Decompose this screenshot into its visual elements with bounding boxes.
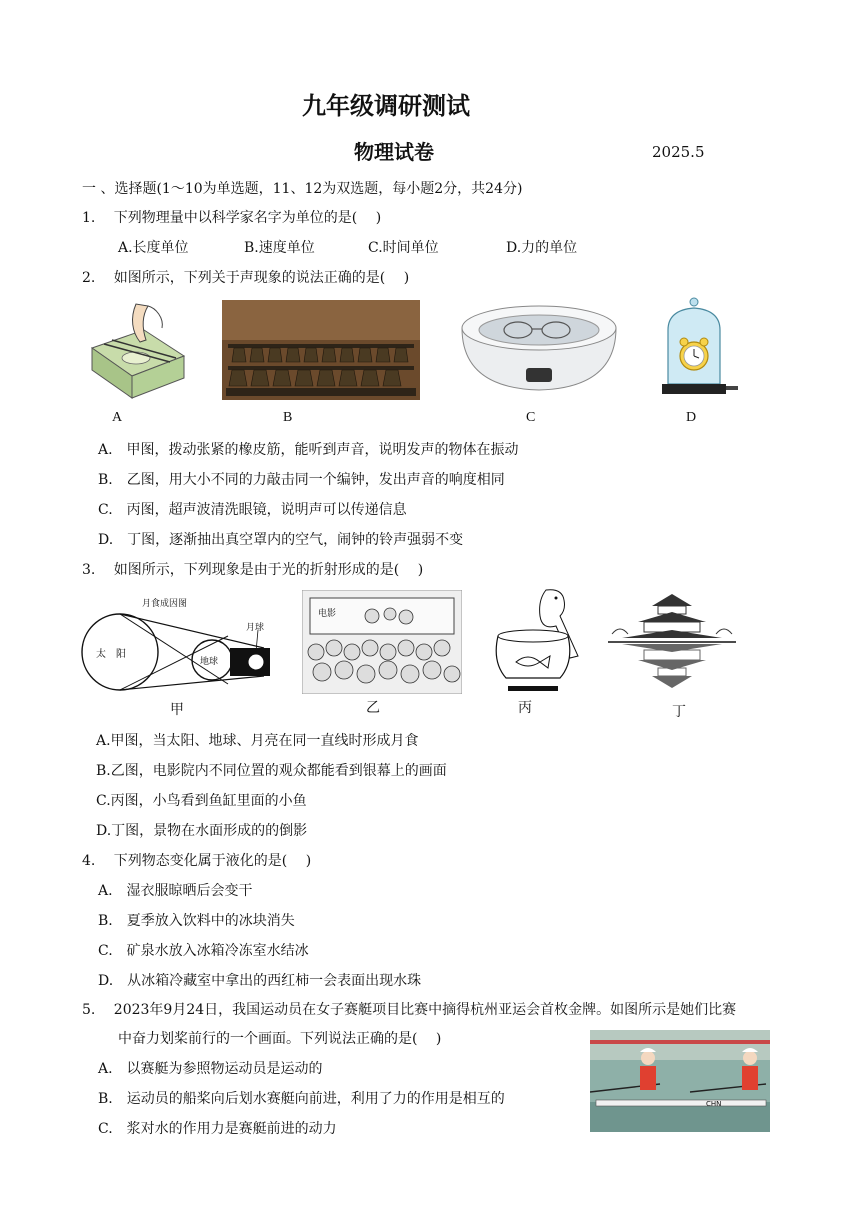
q2-figure-label-a: A <box>112 410 123 425</box>
question-5-stem-line1: 5. 2023年9月24日，我国运动员在女子赛艇项目比赛中摘得杭州亚运会首枚金牌。如图所示是她们比赛 <box>82 1002 737 1018</box>
q2-option-d: D. 丁图，逐渐抽出真空罩内的空气，闹钟的铃声强弱不变 <box>98 532 464 548</box>
q1-option-d: D.力的单位 <box>506 240 578 256</box>
eclipse-earth-label: 地球 <box>200 657 219 667</box>
q1-option-b: B.速度单位 <box>244 240 315 256</box>
q1-option-a: A.长度单位 <box>118 240 189 256</box>
q4-option-d: D. 从冰箱冷藏室中拿出的西红柿一会表面出现水珠 <box>98 973 422 989</box>
cinema-screen-text: 电影 <box>318 609 337 619</box>
q3-figure-label-yi: 乙 <box>366 701 380 716</box>
pavilion-reflection-figure <box>608 588 736 692</box>
eclipse-sun-label: 太 阳 <box>96 649 126 660</box>
q3-option-b: B.乙图，电影院内不同位置的观众都能看到银幕上的画面 <box>96 763 447 779</box>
boat-country-code: CHN <box>706 1100 722 1108</box>
q3-option-d: D.丁图，景物在水面形成的的倒影 <box>96 823 308 839</box>
question-4-stem: 4. 下列物态变化属于液化的是( ) <box>82 853 312 869</box>
page-title: 九年级调研测试 <box>302 92 470 120</box>
ultrasonic-cleaner-figure <box>456 298 622 394</box>
lunar-eclipse-diagram <box>80 594 276 694</box>
q1-option-c: C.时间单位 <box>368 240 439 256</box>
q2-option-a: A. 甲图，拨动张紧的橡皮筋，能听到声音，说明发声的物体在振动 <box>98 442 519 458</box>
question-5-stem-line2: 中奋力划桨前行的一个画面。下列说法正确的是( ) <box>118 1031 442 1047</box>
eclipse-moon-label: 月球 <box>246 623 265 633</box>
q4-option-c: C. 矿泉水放入冰箱冷冻室水结冰 <box>98 943 309 959</box>
q2-figure-label-b: B <box>283 410 293 425</box>
chime-bells-figure <box>222 300 420 400</box>
question-2-stem: 2. 如图所示，下列关于声现象的说法正确的是( ) <box>82 270 410 286</box>
q2-figure-label-d: D <box>686 410 697 425</box>
section-heading: 一 、选择题(1～10为单选题，11、12为双选题，每小题2分，共24分) <box>82 181 523 197</box>
rubber-band-box-figure <box>84 298 192 402</box>
q3-option-a: A.甲图，当太阳、地球、月亮在同一直线时形成月食 <box>96 733 419 749</box>
q5-option-c: C. 浆对水的作用力是赛艇前进的动力 <box>98 1121 337 1137</box>
q2-option-b: B. 乙图，用大小不同的力敲击同一个编钟，发出声音的响度相同 <box>98 472 505 488</box>
q5-option-b: B. 运动员的船桨向后划水赛艇向前进，利用了力的作用是相互的 <box>98 1091 505 1107</box>
q3-figure-label-bing: 丙 <box>518 701 532 716</box>
q3-figure-label-ding: 丁 <box>672 705 686 720</box>
eclipse-caption: 月食成因图 <box>142 599 188 609</box>
paper-subtitle: 物理试卷 <box>354 140 434 164</box>
q4-option-a: A. 湿衣服晾晒后会变干 <box>98 883 253 899</box>
q2-option-c: C. 丙图，超声波清洗眼镜，说明声可以传递信息 <box>98 502 407 518</box>
q3-figure-label-jia: 甲 <box>170 703 184 718</box>
q3-option-c: C.丙图，小鸟看到鱼缸里面的小鱼 <box>96 793 307 809</box>
rowing-photo-figure <box>590 1030 770 1132</box>
question-3-stem: 3. 如图所示，下列现象是由于光的折射形成的是( ) <box>82 562 424 578</box>
question-1-stem: 1. 下列物理量中以科学家名字为单位的是( ) <box>82 210 382 226</box>
q4-option-b: B. 夏季放入饮料中的冰块消失 <box>98 913 295 929</box>
bird-fishbowl-figure <box>490 586 584 694</box>
q2-figure-label-c: C <box>526 410 536 425</box>
q5-option-a: A. 以赛艇为参照物运动员是运动的 <box>98 1061 323 1077</box>
exam-date: 2025.5 <box>652 143 705 161</box>
bell-jar-clock-figure <box>656 296 740 400</box>
